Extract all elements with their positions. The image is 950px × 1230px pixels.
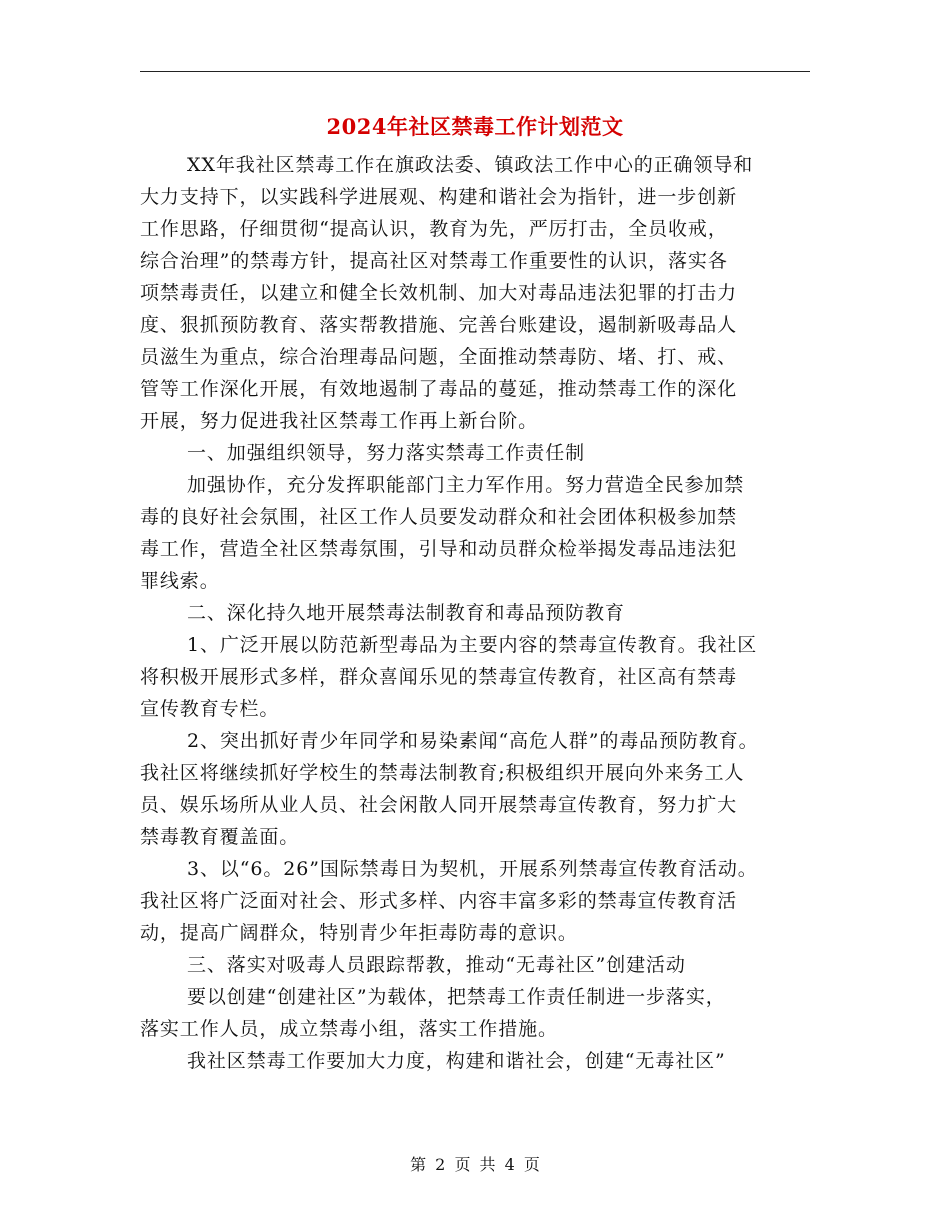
text-line: 项禁毒责任，以建立和健全长效机制、加大对毒品违法犯罪的打击力	[140, 282, 738, 304]
text-line: 我社区将继续抓好学校生的禁毒法制教育;积极组织开展向外来务工人	[140, 762, 745, 784]
text-line: 毒的良好社会氛围，社区工作人员要发动群众和社会团体积极参加禁	[140, 506, 738, 528]
text-line: 动，提高广阔群众，特别青少年拒毒防毒的意识。	[140, 922, 578, 944]
text-line: 度、狠抓预防教育、落实帮教措施、完善台账建设，遏制新吸毒品人	[140, 314, 738, 336]
text-line: 3、以“6。26”国际禁毒日为契机，开展系列禁毒宣传教育活动。	[187, 858, 758, 880]
text-line: 毒工作，营造全社区禁毒氛围，引导和动员群众检举揭发毒品违法犯	[140, 538, 738, 560]
text-line: 要以创建“创建社区”为载体，把禁毒工作责任制进一步落实，	[187, 986, 726, 1008]
document-body	[140, 149, 810, 1077]
header-rule	[140, 71, 810, 72]
text-line: 1、广泛开展以防范新型毒品为主要内容的禁毒宣传教育。我社区	[187, 634, 758, 656]
text-line: 工作思路，仔细贯彻“提高认识，教育为先，严厉打击，全员收戒，	[140, 218, 728, 240]
text-line: 宣传教育专栏。	[140, 698, 280, 720]
text-line: 员、娱乐场所从业人员、社会闲散人同开展禁毒宣传教育，努力扩大	[140, 794, 738, 816]
text-line: 加强协作，充分发挥职能部门主力军作用。努力营造全民参加禁	[187, 474, 745, 496]
document-title: 2024年社区禁毒工作计划范文	[326, 114, 624, 139]
text-line: XX年我社区禁毒工作在旗政法委、镇政法工作中心的正确领导和	[187, 154, 754, 176]
text-line: 2、突出抓好青少年同学和易染素闻“高危人群”的毒品预防教育。	[187, 730, 759, 752]
text-line: 管等工作深化开展，有效地遏制了毒品的蔓延，推动禁毒工作的深化	[140, 378, 738, 400]
text-line: 二、深化持久地开展禁毒法制教育和毒品预防教育	[187, 602, 625, 624]
text-line: 我社区将广泛面对社会、形式多样、内容丰富多彩的禁毒宣传教育活	[140, 890, 738, 912]
text-line: 我社区禁毒工作要加大力度，构建和谐社会，创建“无毒社区”	[187, 1050, 726, 1072]
text-line: 大力支持下，以实践科学进展观、构建和谐社会为指针，进一步创新	[140, 186, 738, 208]
text-line: 三、落实对吸毒人员跟踪帮教，推动“无毒社区”创建活动	[187, 954, 686, 976]
page-footer: 第 2 页 共 4 页	[410, 1155, 540, 1174]
text-line: 一、加强组织领导，努力落实禁毒工作责任制	[187, 442, 586, 464]
text-line: 将积极开展形式多样，群众喜闻乐见的禁毒宣传教育，社区高有禁毒	[140, 666, 738, 688]
text-line: 开展，努力促进我社区禁毒工作再上新台阶。	[140, 410, 539, 432]
text-line: 综合治理”的禁毒方针，提高社区对禁毒工作重要性的认识，落实各	[140, 250, 728, 272]
text-line: 罪线索。	[140, 570, 220, 592]
text-line: 员滋生为重点，综合治理毒品问题，全面推动禁毒防、堵、打、戒、	[140, 346, 738, 368]
text-line: 落实工作人员，成立禁毒小组，落实工作措施。	[140, 1018, 558, 1040]
text-line: 禁毒教育覆盖面。	[140, 826, 300, 848]
